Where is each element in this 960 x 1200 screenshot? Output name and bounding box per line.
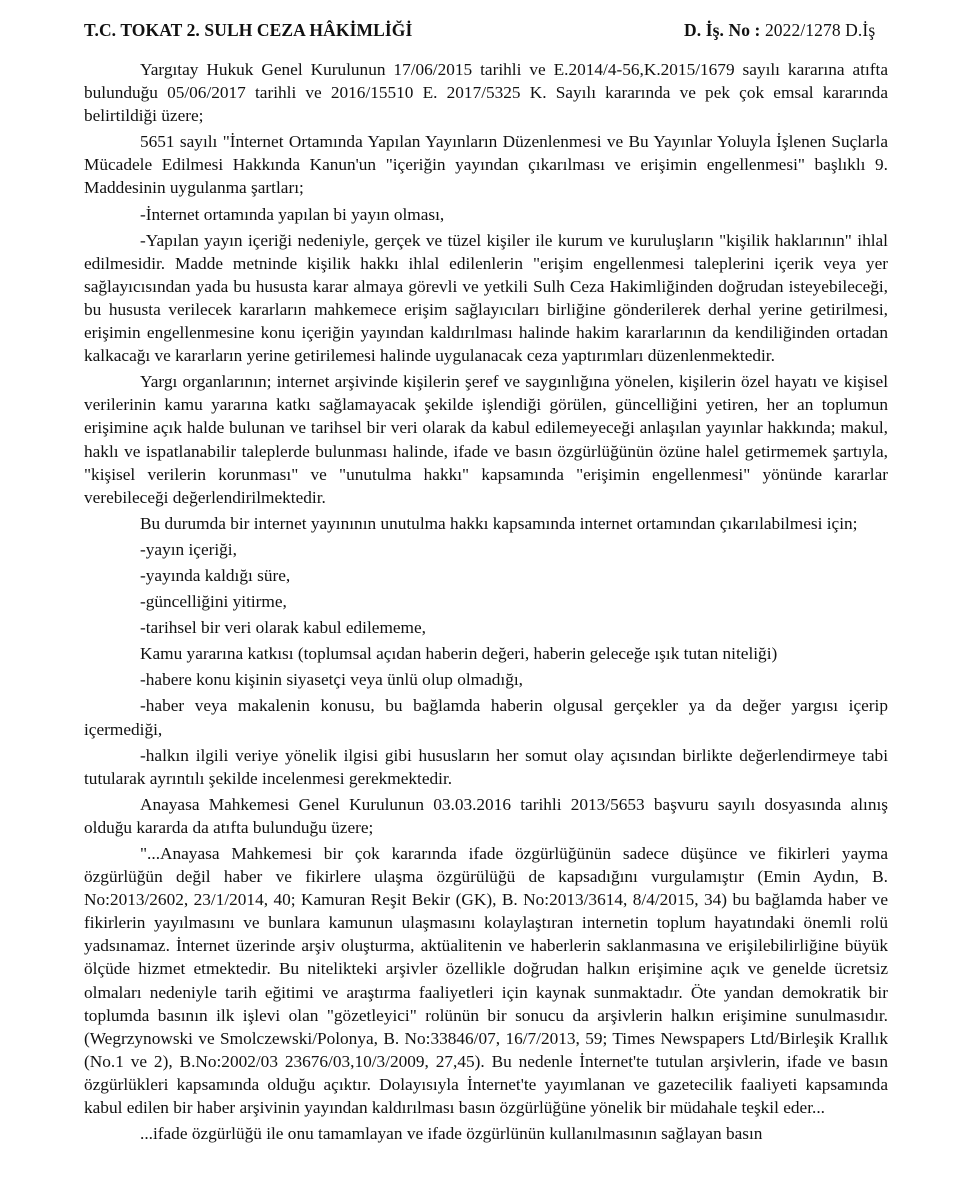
- list-item: -habere konu kişinin siyasetçi veya ünlü olup olmadığı,: [140, 670, 523, 690]
- paragraph: 5651 sayılı "İnternet Ortamında Yapılan Yayınların Düzenlenmesi ve Bu Yayınlar Yoluyla İşlenen Suçlarla Mücadele Edilmesi Hakkında Kanun'un "içeriğin yayından çıkarılması ve erişimin engellenmesi" başlıklı 9. Maddesinin uygulanma şartları;: [84, 132, 888, 198]
- court-name: T.C. TOKAT 2. SULH CEZA HÂKİMLİĞİ: [84, 20, 413, 40]
- list-item: -halkın ilgili veriye yönelik ilgisi gibi hususların her somut olay açısından birlikte değerlendirmeye tabi tutularak ayrıntılı şekilde incelenmesi gerekmektedir.: [84, 745, 888, 788]
- file-number-label: D. İş. No :: [684, 20, 761, 40]
- list-item: -haber veya makalenin konusu, bu bağlamda haberin olgusal gerçekler ya da değer yargısı içerip içermediği,: [84, 696, 888, 739]
- list-item: -yayında kaldığı süre,: [140, 565, 291, 585]
- paragraph: Bu durumda bir internet yayınının unutulma hakkı kapsamında internet ortamından çıkarılabilmesi için;: [140, 513, 858, 533]
- quoted-paragraph: "...Anayasa Mahkemesi bir çok kararında ifade özgürlüğünün sadece düşünce ve fikirleri yayma özgürlüğün değil haber ve fikirlere ulaşma özgürülüğü de kapsadığını vurgulamıştır (Emin Aydın, B. No:2013/2602, 23/1/2014, 40; Kamuran Reşit Bekir (GK), B. No:2013/3614, 8/4/2015, 34) bu bağlamda haber ve fikirlerin yayılmasını ve bunlara kamunun ulaşmasını kolaylaştıran internetin toplum hayatındaki önemli rolü yadsınamaz. İnternet üzerinde arşiv oluşturma, aktüalitenin ve haberlerin saklanmasına ve erişilebilirliğine büyük ölçüde hizmet etmektedir. Bu nitelikteki arşivler özellikle doğrudan halkın erişimine açık ve genelde ücretsiz olmaları nedeniyle tarih eğitimi ve araştırma faaliyetleri için kaynak sunmaktadır. Öte yandan demokratik bir toplumda basının ilk işlevi olan "gözetleyici" rolünün bir sonucu da arşivlerin halkın erişimine sunulmasıdır. (Wegrzynowski ve Smolczewski/Polonya, B. No:33846/07, 16/7/2013, 59; Times Newspapers Ltd/Birleşik Krallık (No.1 ve 2), B.No:2002/03 23676/03,10/3/2009, 27,45). Bu nedenle İnternet'te tutulan arşivlerin, ifade ve basın özgürlükleri kapsamında olduğu açıktır. Dolayısıyla İnternet'te yayımlanan ve gazetecilik faaliyeti kapsamında kabul edilen bir haber arşivinin yayından kaldırılması basın özgürlüğüne yönelik bir müdahale teşkil eder...: [84, 844, 888, 1118]
- paragraph: Yargı organlarının; internet arşivinde kişilerin şeref ve saygınlığına yönelen, kişilerin özel hayatı ve kişisel verilerinin kamu yararına katkı sağlamayacak şekilde işlendiği görülen, güncelliğini yetiren, her an toplumun erişimine açık halde bulunan ve tarihsel bir veri olarak da kabul edilemeyeceği anlaşılan yayınlar hakkında; makul, haklı ve ispatlanabilir taleplerde bulunması halinde, ifade ve basın özgürlüğünün özüne halel getirmemek şartıyla, "kişisel verilerin korunması" ve "unutulma hakkı" kapsamında "erişimin engellenmesi" yönünde kararlar verebileceği değerlendirilmektedir.: [84, 372, 888, 507]
- list-item: -güncelliğini yitirme,: [140, 592, 287, 612]
- paragraph: -Yapılan yayın içeriği nedeniyle, gerçek ve tüzel kişiler ile kurum ve kuruluşların "kişilik haklarının" ihlal edilmesidir. Madde metninde kişilik hakkı ihlal edilenlerin "erişim engellenmesi taleplerini içerik veya yer sağlayıcısından yada bu hususta karar almaya görevli ve yetkili Sulh Ceza Hakimliğinden doğrudan isteyebileceği, bu hususta verilecek kararların mahkemece erişim sağlayıcıları birliğine gönderilerek derhal yerine getirilmesi, erişimin engellenmesine konu içeriğin yayından kaldırılması halinde hakim kararlarının da kendiliğinden ortadan kalkacağı ve kararların yerine getirilemesi halinde uygulanacak ceza yaptırımları düzenlenmektedir.: [84, 230, 888, 366]
- file-number-value: 2022/1278 D.İş: [764, 20, 876, 40]
- file-number: [684, 20, 875, 41]
- list-item: -tarihsel bir veri olarak kabul edilememe,: [140, 618, 426, 638]
- paragraph: ...ifade özgürlüğü ile onu tamamlayan ve ifade özgürlünün kullanılmasının sağlayan basın: [140, 1124, 763, 1144]
- document-header: [84, 20, 876, 42]
- list-item: -yayın içeriği,: [140, 539, 237, 559]
- list-item: Kamu yararına katkısı (toplumsal açıdan haberin değeri, haberin geleceğe ışık tutan niteliği): [140, 644, 778, 664]
- document-body: [84, 58, 888, 1145]
- paragraph: -İnternet ortamında yapılan bi yayın olması,: [140, 204, 445, 224]
- paragraph: Anayasa Mahkemesi Genel Kurulunun 03.03.2016 tarihli 2013/5653 başvuru sayılı dosyasında alınış olduğu kararda da atıfta bulunduğu üzere;: [84, 794, 888, 837]
- paragraph: Yargıtay Hukuk Genel Kurulunun 17/06/2015 tarihli ve E.2014/4-56,K.2015/1679 sayılı kararına atıfta bulunduğu 05/06/2017 tarihli ve 2016/15510 E. 2017/5325 K. Sayılı kararında ve pek çok emsal kararında belirtildiği üzere;: [84, 60, 888, 126]
